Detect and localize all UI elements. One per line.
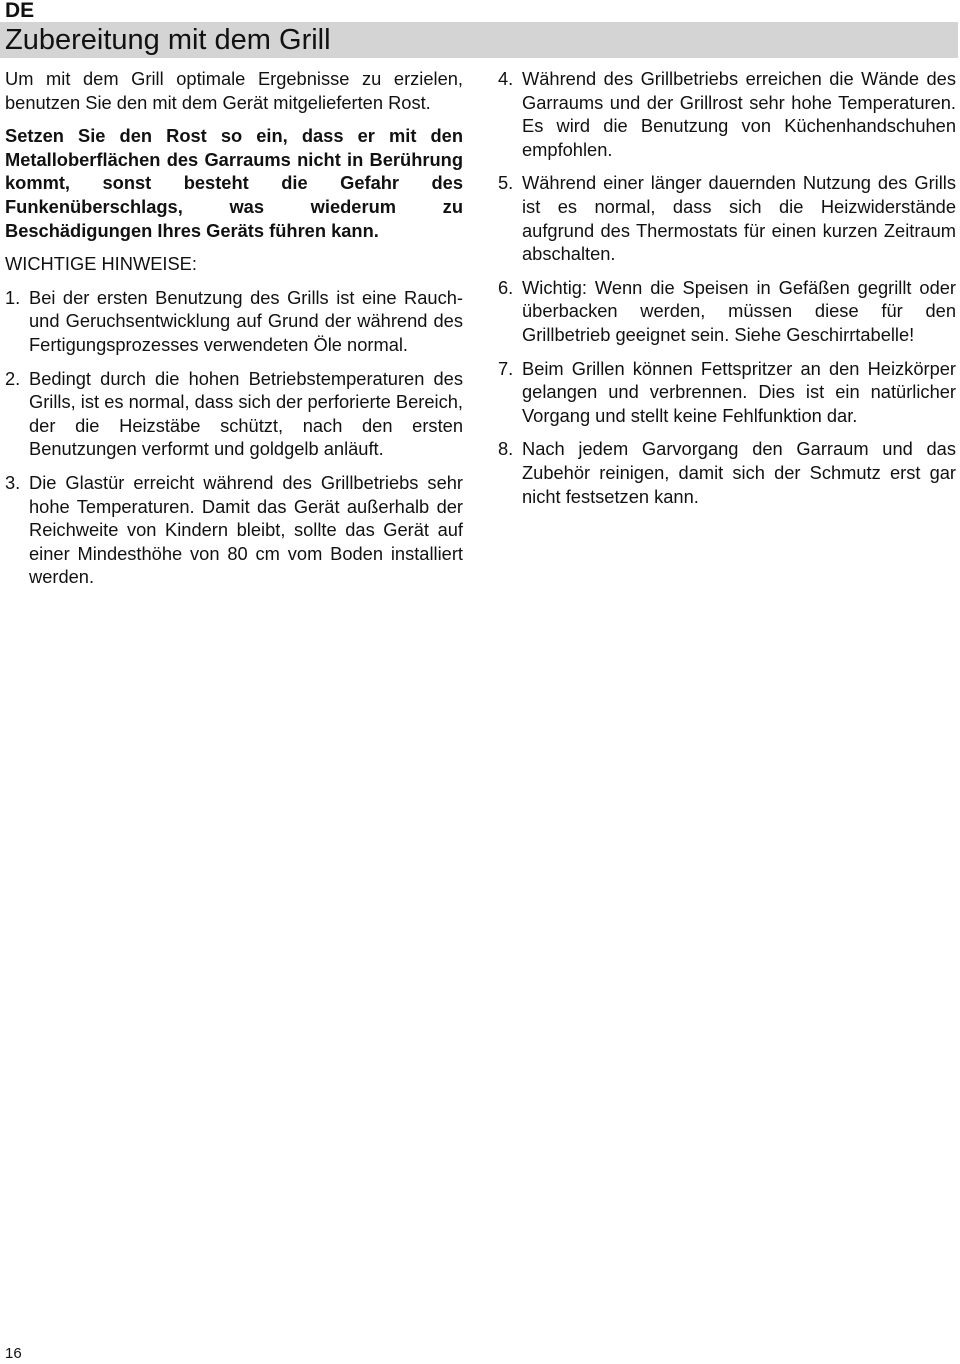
note-text: Nach jedem Garvorgang den Garraum und das Zubehör reinigen, damit sich der Schmutz erst gar nicht festsetzen kann. (522, 438, 956, 507)
intro-paragraph: Um mit dem Grill optimale Ergebnisse zu erzielen, benutzen Sie den mit dem Gerät mitgelieferten Rost. (5, 68, 463, 113)
note-text: Bei der ersten Benutzung des Grills ist eine Rauch- und Geruchsentwicklung auf Grund der während des Fertigungsprozesses verwendeten Öle normal. (29, 286, 463, 355)
note-number: 5. (498, 172, 514, 194)
note-text: Beim Grillen können Fettspritzer an den Heizkörper gelangen und verbrennen. Dies ist ein natürlicher Vorgang und stellt keine Fehlfunktion dar. (522, 357, 956, 426)
language-code: DE (5, 0, 35, 22)
note-number: 3. (5, 471, 21, 493)
note-number: 2. (5, 367, 21, 389)
title-bar (0, 22, 958, 58)
note-item-2 (5, 367, 463, 461)
note-item-4 (498, 67, 956, 161)
page-title: Zubereitung mit dem Grill (5, 24, 331, 56)
left-column (5, 67, 463, 599)
note-text: Wichtig: Wenn die Speisen in Gefäßen gegrillt oder überbacken werden, müssen diese für den Grillbetrieb geeignet sein. Siehe Geschirrtabelle! (522, 276, 956, 345)
notes-heading: WICHTIGE HINWEISE: (5, 253, 197, 275)
note-text: Während des Grillbetriebs erreichen die Wände des Garraums und der Grillrost sehr hohe Temperaturen. Es wird die Benutzung von Küchenhandschuhen empfohlen. (522, 68, 956, 160)
note-item-6 (498, 276, 956, 347)
note-text: Bedingt durch die hohen Betriebstemperaturen des Grills, ist es normal, dass sich der perforierte Bereich, der die Heizstäbe schützt, nach den ersten Benutzungen verformt und goldgelb anläuft. (29, 367, 463, 460)
note-item-5 (498, 171, 956, 265)
page-number: 16 (5, 1345, 22, 1362)
note-item-8 (498, 437, 956, 508)
note-number: 4. (498, 68, 514, 89)
note-number: 1. (5, 286, 21, 308)
note-item-1 (5, 286, 463, 357)
note-item-3 (5, 471, 463, 589)
note-item-7 (498, 357, 956, 428)
note-number: 6. (498, 276, 514, 298)
note-text: Während einer länger dauernden Nutzung des Grills ist es normal, dass sich die Heizwiderstände aufgrund des Thermostats für einen kurzen Zeitraum abschalten. (522, 172, 956, 265)
right-column (498, 67, 956, 518)
note-number: 8. (498, 438, 514, 460)
note-number: 7. (498, 357, 514, 379)
warning-paragraph: Setzen Sie den Rost so ein, dass er mit den Metalloberflächen des Garraums nicht in Berührung kommt, sonst besteht die Gefahr des Funkenüberschlags, was wiederum zu Beschädigungen Ihres Geräts führen kann. (5, 125, 463, 241)
note-text: Die Glastür erreicht während des Grillbetriebs sehr hohe Temperaturen. Damit das Gerät außerhalb der Reichweite von Kindern bleibt, sollte das Gerät auf einer Mindesthöhe von 80 cm vom Boden installiert werden. (29, 471, 463, 588)
